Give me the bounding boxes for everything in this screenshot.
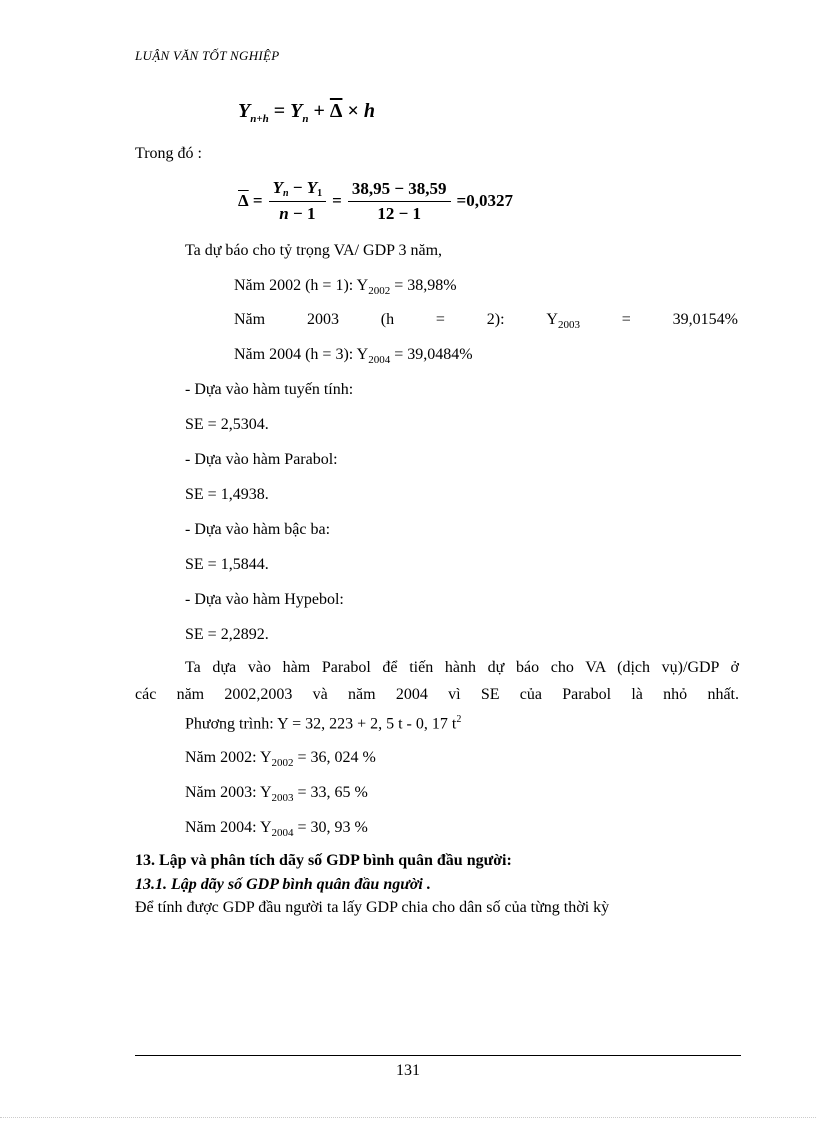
forecast-2003: Năm 2003 (h = 2): $Y_{2003}$ = 39,0154%	[234, 311, 738, 332]
result-2002: Năm 2002: $Y_{2002} = 36$, 024 %	[185, 749, 376, 770]
section-heading-13-1: 13.1. Lập dãy số GDP bình quân đầu người .	[135, 876, 431, 893]
fraction-symbolic: $\frac{Yn - Y1}{n - 1}$	[269, 178, 327, 224]
section-heading-13: 13. Lập và phân tích dãy số GDP bình quân đầu người:	[135, 852, 512, 869]
parabol-equation: Phương trình: Y = 32, 223 + 2, 5 t - 0, 17 $t^2$	[185, 714, 462, 733]
se-value-linear: SE = 2,5304.	[185, 416, 269, 433]
page-number: 131	[396, 1062, 420, 1079]
method-label-cubic: - Dựa vào hàm bậc ba:	[185, 521, 331, 538]
method-label-linear: - Dựa vào hàm tuyến tính:	[185, 381, 354, 398]
formula-average-delta: $\overline{\Delta}$ = $\frac{Yn - Y1}{n - 1}$ = $\frac{38,95 - 38,59}{12 - 1}$ = 0,0327	[238, 178, 513, 223]
forecast-intro: Ta dự báo cho tỷ trọng VA/ GDP 3 năm,	[185, 242, 443, 259]
forecast-2002: Năm 2002 (h = 1): $Y_{2002} = 38,98\%$	[234, 277, 457, 298]
method-label-parabol: - Dựa vào hàm Parabol:	[185, 451, 338, 468]
result-2003: Năm 2003: $Y_{2003} = 33$, 65 %	[185, 784, 368, 805]
formula-forecast: $Y_{n+h} = Y_n + \overline{\Delta} \times h$	[238, 100, 375, 125]
trong-do-label: Trong đó :	[135, 145, 202, 162]
paragraph-line-2: các năm 2002,2003 và năm 2004 vì SE của Parabol là nhỏ nhất.	[135, 686, 739, 703]
se-value-cubic: SE = 1,5844.	[185, 556, 269, 573]
fraction-numeric: $\frac{38,95 - 38,59}{12 - 1}$	[348, 179, 451, 224]
method-label-hypebol: - Dựa vào hàm Hypebol:	[185, 591, 344, 608]
page-bottom-border	[0, 1117, 816, 1118]
result-2004: Năm 2004: $Y_{2004} = 30$, 93 %	[185, 819, 368, 840]
footer-rule	[135, 1055, 741, 1056]
paragraph-line-1: Ta dựa vào hàm Parabol để tiến hành dự báo cho VA (dịch vụ)/GDP ở	[185, 659, 739, 676]
body-last-line: Để tính được GDP đầu người ta lấy GDP chia cho dân số của từng thời kỳ	[135, 899, 610, 916]
forecast-2004: Năm 2004 (h = 3): $Y_{2004} = 39,0484\%$	[234, 346, 473, 367]
running-header: LUẬN VĂN TỐT NGHIỆP	[135, 48, 280, 63]
se-value-hypebol: SE = 2,2892.	[185, 626, 269, 643]
se-value-parabol: SE = 1,4938.	[185, 486, 269, 503]
